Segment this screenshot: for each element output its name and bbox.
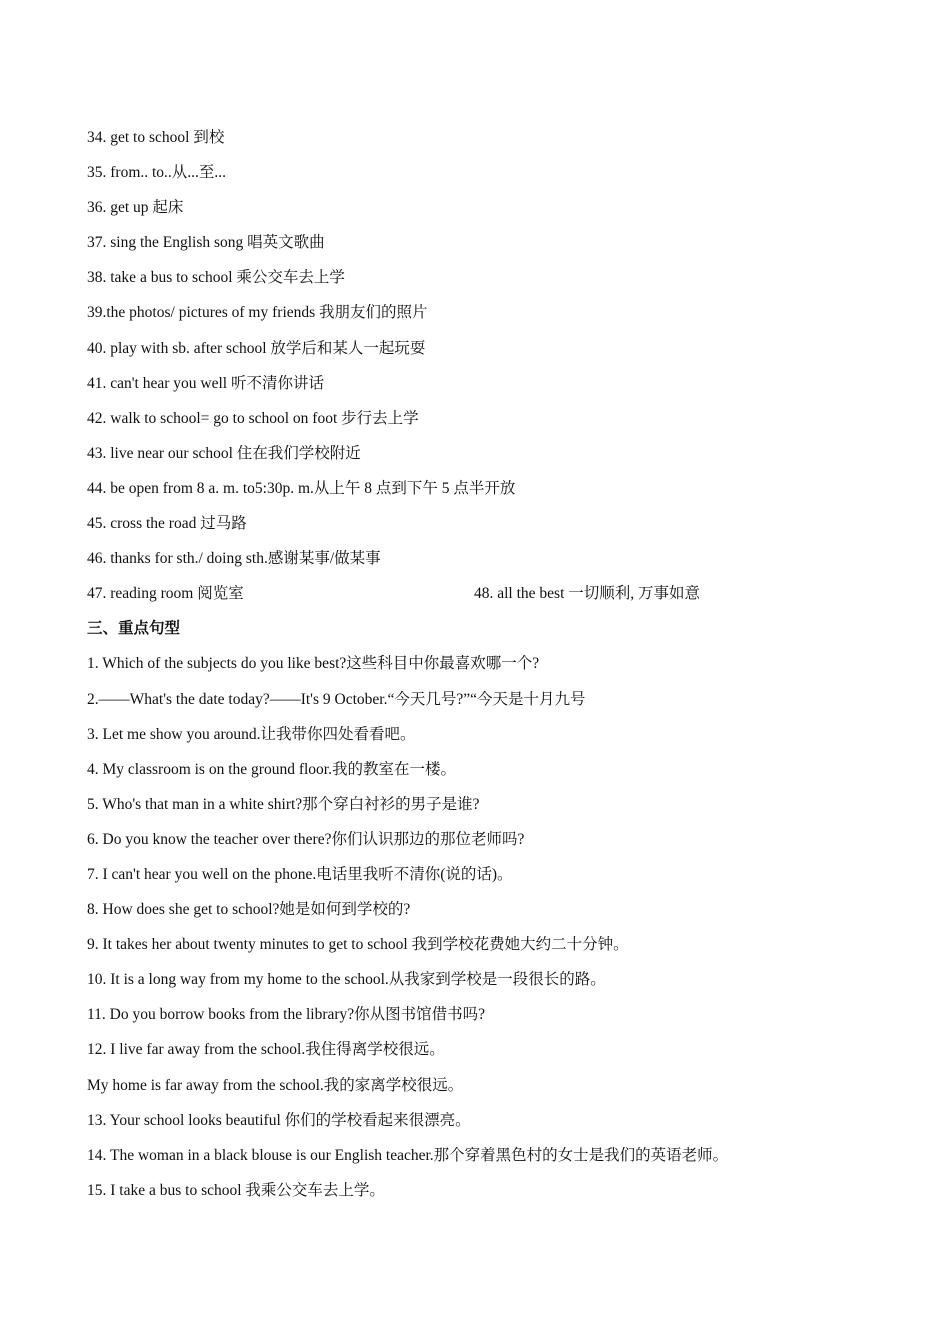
sentence-item-14: 14. The woman in a black blouse is our English teacher.那个穿着黑色村的女士是我们的英语老师。 [87,1146,729,1164]
sentence-item-13: 13. Your school looks beautiful 你们的学校看起来很漂亮。 [87,1111,471,1129]
phrase-item-45: 45. cross the road 过马路 [87,515,247,533]
phrase-item-47: 47. reading room 阅览室 [87,585,244,603]
sentence-item-1: 1. Which of the subjects do you like best?这些科目中你最喜欢哪一个? [87,655,540,673]
sentence-item-10: 10. It is a long way from my home to the school.从我家到学校是一段很长的路。 [87,971,606,989]
sentence-item-8: 8. How does she get to school?她是如何到学校的? [87,901,411,919]
sentence-item-3: 3. Let me show you around.让我带你四处看看吧。 [87,725,416,743]
phrase-item-37: 37. sing the English song 唱英文歌曲 [87,234,325,252]
section-heading: 三、重点句型 [87,619,181,638]
phrase-item-42: 42. walk to school= go to school on foot 步行去上学 [87,409,419,427]
sentence-item-12b: My home is far away from the school.我的家离学校很远。 [87,1076,464,1094]
phrase-item-44: 44. be open from 8 a. m. to5:30p. m.从上午 8 点到下午 5 点半开放 [87,479,516,497]
sentence-item-7: 7. I can't hear you well on the phone.电话里我听不清你(说的话)。 [87,865,513,883]
phrase-item-36: 36. get up 起床 [87,199,184,217]
sentence-item-11: 11. Do you borrow books from the library?你从图书馆借书吗? [87,1006,486,1024]
phrase-item-48: 48. all the best 一切顺利, 万事如意 [474,585,701,603]
sentence-item-15: 15. I take a bus to school 我乘公交车去上学。 [87,1181,385,1199]
sentence-item-12: 12. I live far away from the school.我住得离学校很远。 [87,1041,445,1059]
phrase-row-47-48 [87,576,887,611]
phrase-item-34: 34. get to school 到校 [87,129,225,146]
sentence-item-4: 4. My classroom is on the ground floor.我的教室在一楼。 [87,760,456,778]
phrase-item-43: 43. live near our school 住在我们学校附近 [87,444,361,462]
sentence-item-5: 5. Who's that man in a white shirt?那个穿白衬衫的男子是谁? [87,795,480,813]
phrase-item-38: 38. take a bus to school 乘公交车去上学 [87,269,345,287]
sentence-item-6: 6. Do you know the teacher over there?你们认识那边的那位老师吗? [87,830,525,848]
document-page [87,120,887,1208]
phrase-item-35: 35. from.. to..从...至... [87,164,227,182]
phrase-item-46: 46. thanks for sth./ doing sth.感谢某事/做某事 [87,550,381,568]
phrase-item-40: 40. play with sb. after school 放学后和某人一起玩耍 [87,339,426,357]
phrase-item-39: 39.the photos/ pictures of my friends 我朋友们的照片 [87,304,428,322]
phrase-item-41: 41. can't hear you well 听不清你讲话 [87,374,324,392]
sentence-item-2: 2.——What's the date today?——It's 9 October.“今天几号?”“今天是十月九号 [87,690,586,708]
sentence-item-9: 9. It takes her about twenty minutes to get to school 我到学校花费她大约二十分钟。 [87,936,629,954]
